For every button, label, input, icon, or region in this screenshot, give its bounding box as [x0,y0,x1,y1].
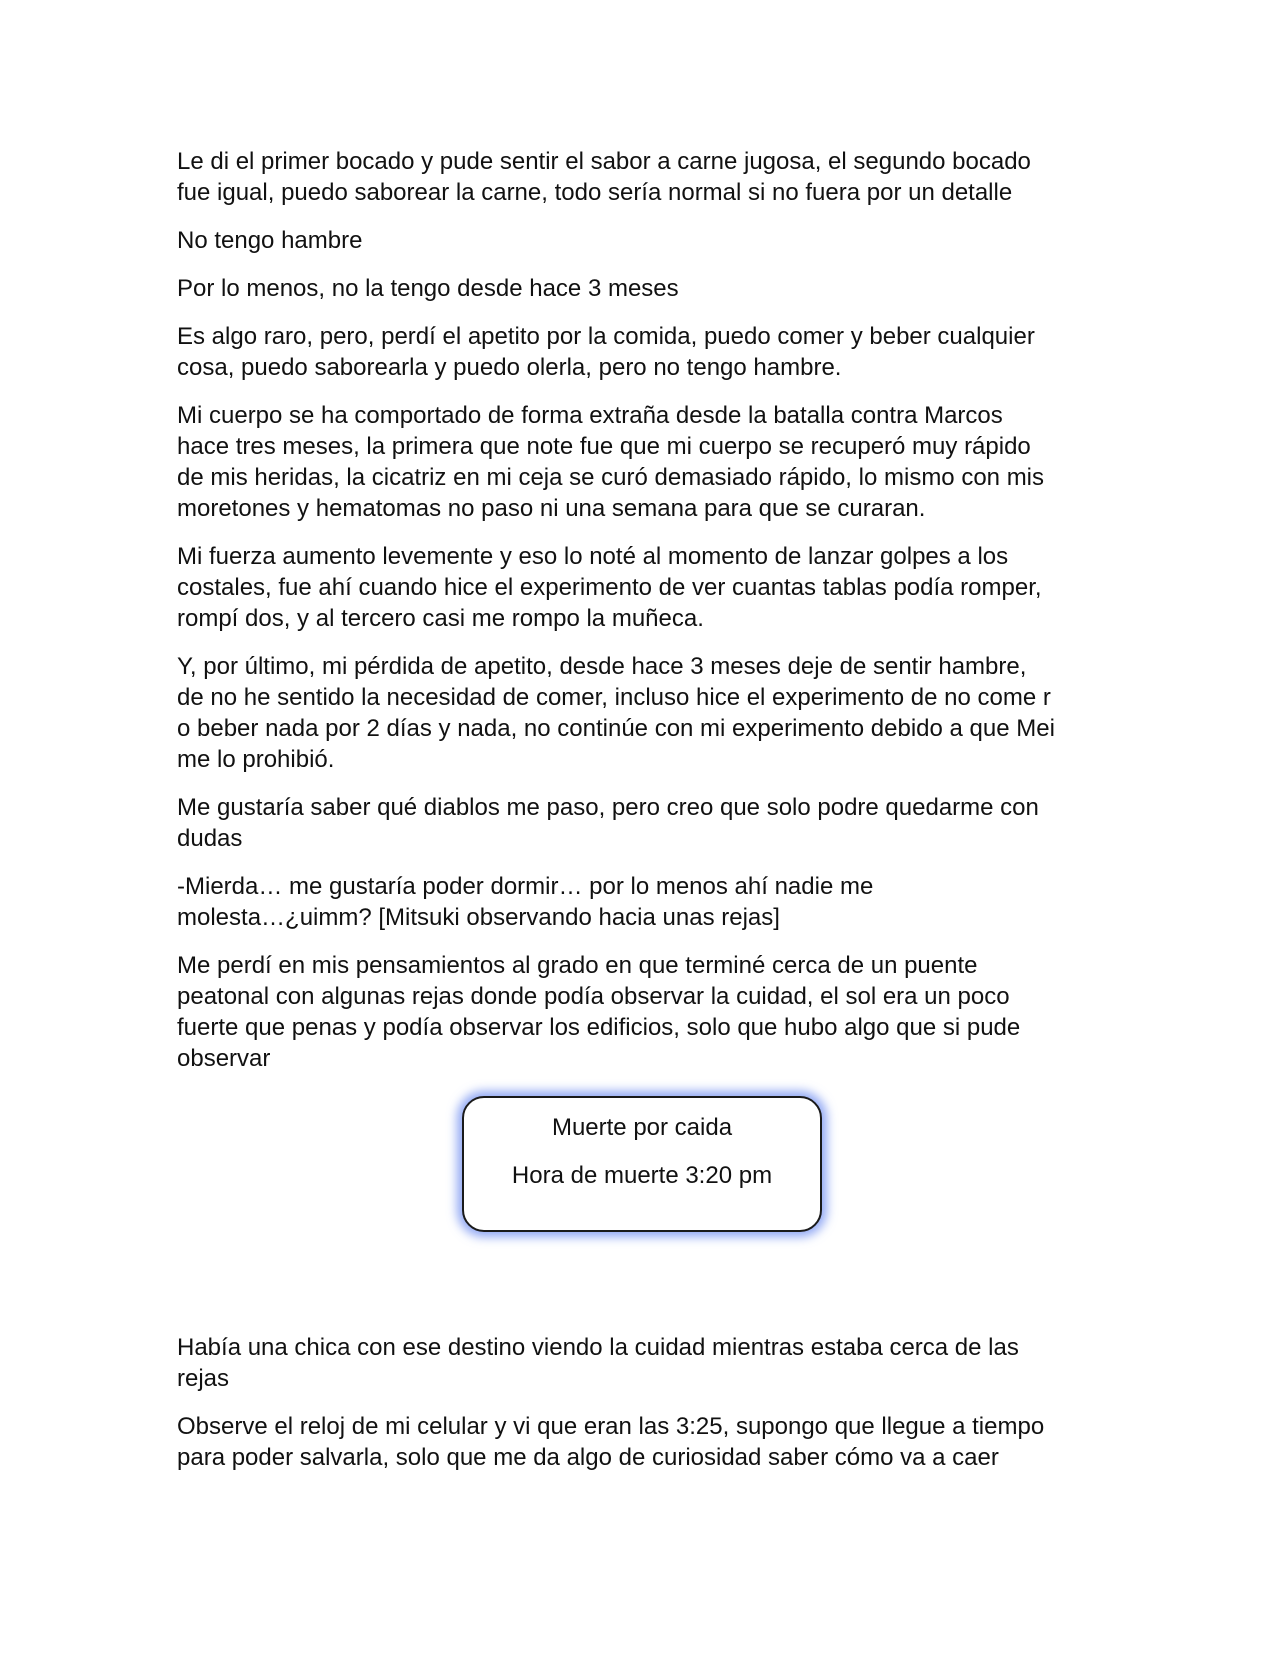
paragraph: Le di el primer bocado y pude sentir el sabor a carne jugosa, el segundo bocado fue igual, puedo saborear la carne, todo sería normal si no fuera por un detalle [177,148,1031,206]
paragraph: -Mierda… me gustaría poder dormir… por lo menos ahí nadie me molesta…¿uimm? [Mitsuki observando hacia unas rejas] [177,873,874,931]
paragraph: Mi cuerpo se ha comportado de forma extraña desde la batalla contra Marcos hace tres meses, la primera que note fue que mi cuerpo se recuperó muy rápido de mis heridas, la cicatriz en mi ceja se curó demasiado rápido, lo mismo con mis moretones y hematomas no paso ni una semana para que se curaran. [177,402,1045,522]
paragraph: No tengo hambre [177,227,363,254]
death-notice-callout [462,1096,822,1232]
paragraph: Me gustaría saber qué diablos me paso, pero creo que solo podre quedarme con dudas [177,794,1039,852]
paragraph: Y, por último, mi pérdida de apetito, desde hace 3 meses deje de sentir hambre, de no he sentido la necesidad de comer, incluso hice el experimento de no come r o beber nada por 2 días y nada, no continúe con mi experimento debido a que Mei me lo prohibió. [177,653,1055,773]
callout-cause: Muerte por caida [551,1114,733,1141]
paragraph: Mi fuerza aumento levemente y eso lo noté al momento de lanzar golpes a los costales, fue ahí cuando hice el experimento de ver cuantas tablas podía romper, rompí dos, y al tercero casi me rompo la muñeca. [177,543,1042,632]
callout-container [177,1096,1107,1232]
paragraph: Por lo menos, no la tengo desde hace 3 meses [177,275,679,302]
paragraph: Observe el reloj de mi celular y vi que eran las 3:25, supongo que llegue a tiempo para poder salvarla, solo que me da algo de curiosidad saber cómo va a caer [177,1413,1045,1471]
document-body [177,146,1107,1490]
paragraph: Es algo raro, pero, perdí el apetito por la comida, puedo comer y beber cualquier cosa, puedo saborearla y puedo olerla, pero no tengo hambre. [177,323,1035,381]
paragraph: Me perdí en mis pensamientos al grado en que terminé cerca de un puente peatonal con algunas rejas donde podía observar la cuidad, el sol era un poco fuerte que penas y podía observar los edificios, solo que hubo algo que si pude observar [177,952,1021,1072]
callout-time: Hora de muerte 3:20 pm [511,1162,773,1189]
paragraph: Había una chica con ese destino viendo la cuidad mientras estaba cerca de las rejas [177,1334,1019,1392]
